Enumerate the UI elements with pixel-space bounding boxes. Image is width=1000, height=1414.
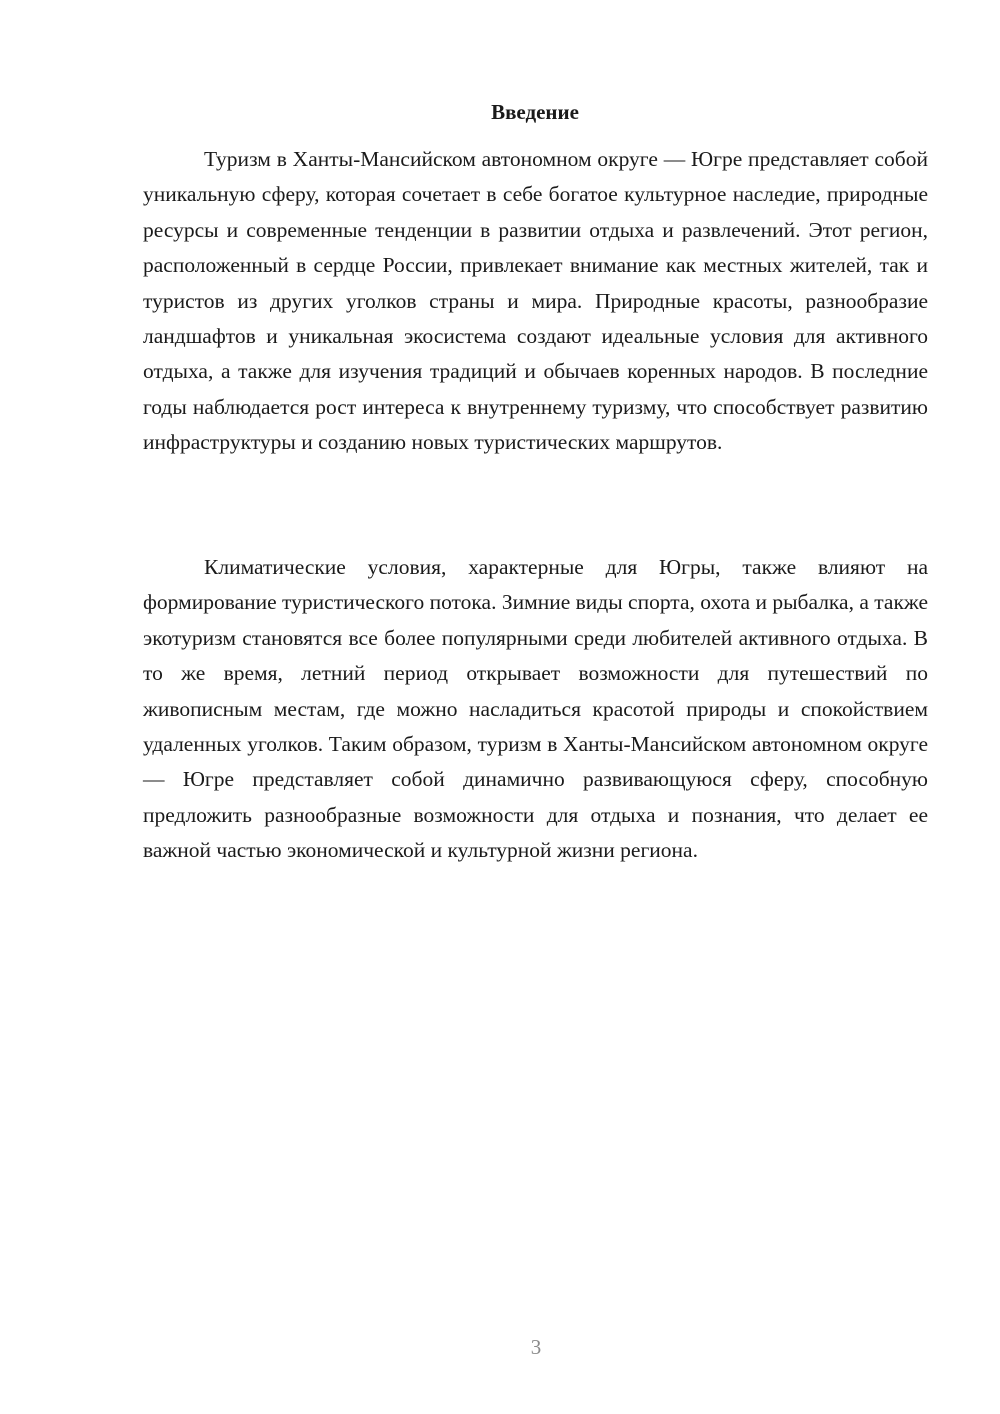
paragraph-2: Климатические условия, характерные для Югры, также влияют на формирование туристического потока. Зимние виды спорта, охота и рыбалка, а также экотуризм становятся все более популярными среди любителей активного отдыха. В то же время, летний период открывает возможности для путешествий по живописным местам, где можно насладиться красотой природы и спокойствием удаленных уголков. Таким образом, туризм в Ханты-Мансийском автономном округе — Югре представляет собой динамично развивающуюся сферу, способную предложить разнообразные возможности для отдыха и познания, что делает ее важной частью экономической и культурной жизни региона. [143, 555, 929, 863]
section-title: Введение [491, 100, 579, 124]
page-number: 3 [530, 1335, 542, 1359]
paragraph-1: Туризм в Ханты-Мансийском автономном округе — Югре представляет собой уникальную сферу, которая сочетает в себе богатое культурное наследие, природные ресурсы и современные тенденции в развитии отдыха и развлечений. Этот регион, расположенный в сердце России, привлекает внимание как местных жителей, так и туристов из других уголков страны и мира. Природные красоты, разнообразие ландшафтов и уникальная экосистема создают идеальные условия для активного отдыха, а также для изучения традиций и обычаев коренных народов. В последние годы наблюдается рост интереса к внутреннему туризму, что способствует развитию инфраструктуры и созданию новых туристических маршрутов. [143, 147, 928, 455]
